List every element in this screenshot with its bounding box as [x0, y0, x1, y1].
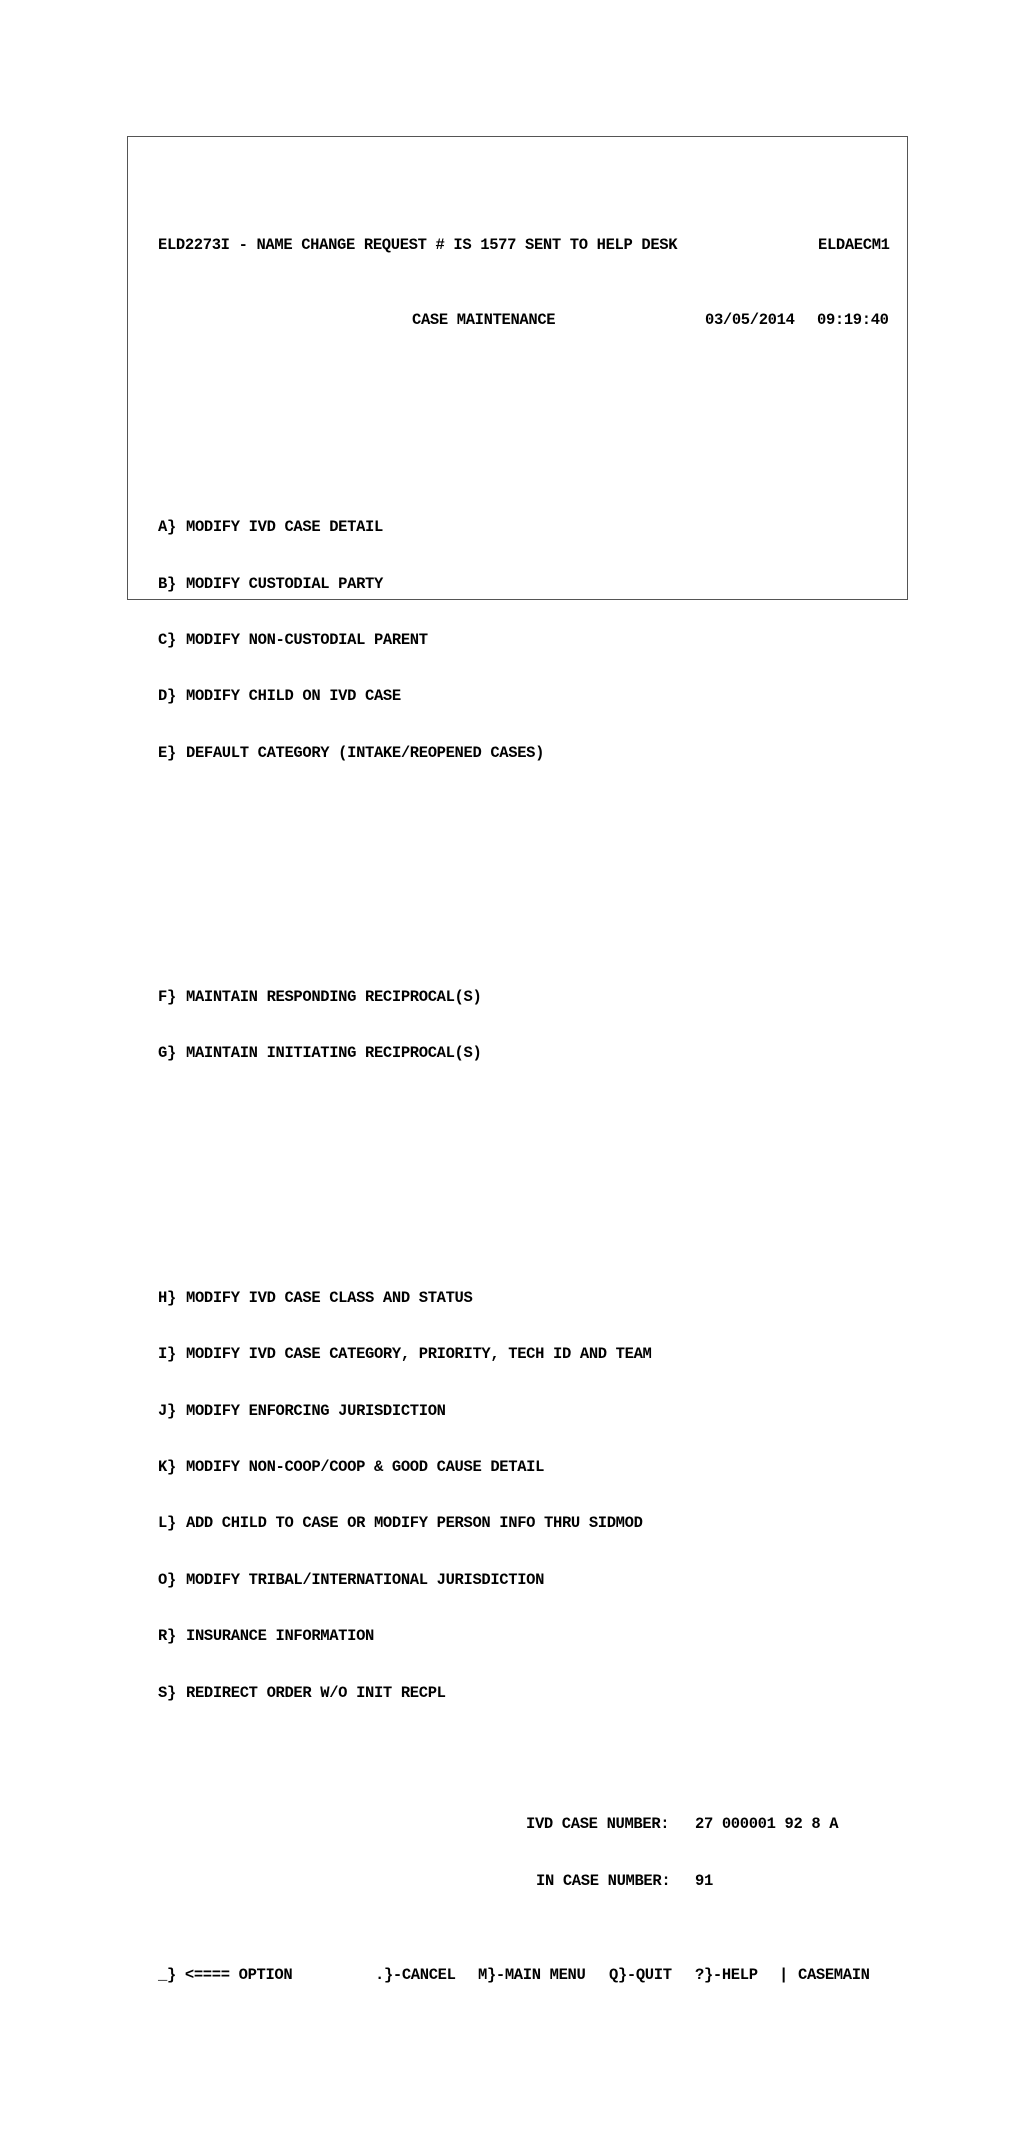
footer-separator: | [779, 1965, 788, 1984]
menu-key: A} [158, 518, 176, 537]
menu-key: K} [158, 1457, 176, 1476]
in-case-number-label: IN CASE NUMBER: [536, 1871, 671, 1890]
quit-command[interactable]: Q}-QUIT [609, 1965, 672, 1984]
menu-key: C} [158, 630, 176, 649]
screen-name: CASEMAIN [798, 1965, 870, 1984]
menu-item-j[interactable] [158, 1402, 898, 1421]
menu-item-a[interactable] [158, 518, 898, 537]
menu-label: MODIFY IVD CASE CLASS AND STATUS [186, 1288, 473, 1307]
menu-label: MODIFY NON-COOP/COOP & GOOD CAUSE DETAIL [186, 1457, 545, 1476]
menu-key: J} [158, 1401, 176, 1420]
help-command[interactable]: ?}-HELP [695, 1965, 758, 1984]
command-line [158, 1966, 898, 1985]
menu-label: MAINTAIN RESPONDING RECIPROCAL(S) [186, 988, 482, 1007]
menu-key: E} [158, 743, 176, 762]
in-case-number-row [158, 1872, 898, 1891]
menu-item-l[interactable] [158, 1514, 898, 1533]
cancel-command[interactable]: .}-CANCEL [375, 1965, 456, 1984]
ivd-case-number-row [158, 1815, 898, 1834]
menu-key: G} [158, 1044, 176, 1063]
ivd-case-number-label: IVD CASE NUMBER: [526, 1815, 670, 1834]
menu-item-s[interactable] [158, 1684, 898, 1703]
menu-key: O} [158, 1570, 176, 1589]
menu-label: MODIFY IVD CASE DETAIL [186, 518, 383, 537]
menu-item-e[interactable] [158, 744, 898, 763]
ivd-case-number-value: 27 000001 92 8 A [695, 1815, 839, 1834]
menu-label: MODIFY CHILD ON IVD CASE [186, 687, 401, 706]
menu-item-f[interactable] [158, 988, 898, 1007]
menu-label: MODIFY TRIBAL/INTERNATIONAL JURISDICTION [186, 1570, 545, 1589]
menu-key: D} [158, 687, 176, 706]
menu-label: DEFAULT CATEGORY (INTAKE/REOPENED CASES) [186, 743, 545, 762]
menu-item-o[interactable] [158, 1571, 898, 1590]
menu-label: MODIFY NON-CUSTODIAL PARENT [186, 630, 428, 649]
header-row-1 [158, 236, 898, 255]
option-label: } <==== OPTION [167, 1965, 293, 1984]
main-menu-command[interactable]: M}-MAIN MENU [478, 1965, 586, 1984]
menu-key: S} [158, 1683, 176, 1702]
menu-item-b[interactable] [158, 575, 898, 594]
menu-group-1 [158, 481, 898, 801]
menu-item-k[interactable] [158, 1458, 898, 1477]
menu-item-d[interactable] [158, 687, 898, 706]
menu-label: MAINTAIN INITIATING RECIPROCAL(S) [186, 1044, 482, 1063]
menu-label: ADD CHILD TO CASE OR MODIFY PERSON INFO THRU SIDMOD [186, 1514, 643, 1533]
screen-id: ELDAECM1 [818, 236, 890, 255]
menu-label: MODIFY ENFORCING JURISDICTION [186, 1401, 446, 1420]
menu-label: REDIRECT ORDER W/O INIT RECPL [186, 1683, 446, 1702]
menu-key: R} [158, 1627, 176, 1646]
status-message: ELD2273I - NAME CHANGE REQUEST # IS 1577 SENT TO HELP DESK [158, 236, 678, 255]
menu-label: MODIFY CUSTODIAL PARTY [186, 574, 383, 593]
menu-key: L} [158, 1514, 176, 1533]
menu-key: I} [158, 1345, 176, 1364]
menu-group-3 [158, 1251, 898, 1740]
option-input[interactable]: _ [158, 1965, 167, 1984]
menu-item-r[interactable] [158, 1627, 898, 1646]
menu-item-i[interactable] [158, 1345, 898, 1364]
menu-item-c[interactable] [158, 631, 898, 650]
screen-time: 09:19:40 [817, 311, 889, 330]
menu-group-2 [158, 950, 898, 1100]
menu-key: B} [158, 574, 176, 593]
menu-label: MODIFY IVD CASE CATEGORY, PRIORITY, TECH ID AND TEAM [186, 1345, 652, 1364]
menu-key: F} [158, 988, 176, 1007]
menu-key: H} [158, 1288, 176, 1307]
screen-date: 03/05/2014 [705, 311, 795, 330]
in-case-number-value: 91 [695, 1871, 713, 1890]
terminal-frame [127, 136, 908, 1984]
menu-item-h[interactable] [158, 1289, 898, 1308]
menu-label: INSURANCE INFORMATION [186, 1627, 374, 1646]
screen-title: CASE MAINTENANCE [412, 311, 556, 330]
terminal-screen [158, 161, 898, 2041]
header-row-2 [158, 311, 898, 330]
menu-item-g[interactable] [158, 1044, 898, 1063]
